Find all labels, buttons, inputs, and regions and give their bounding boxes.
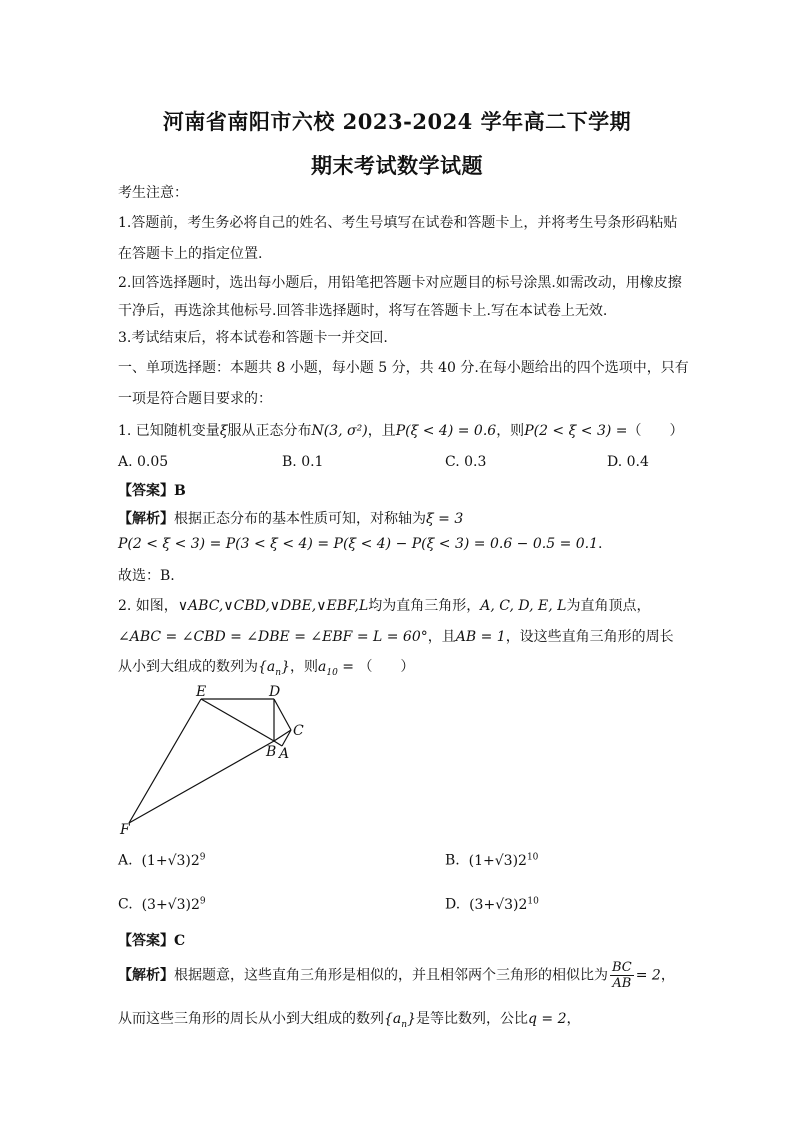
- notice-item-1a: 1.答题前，考生务必将自己的姓名、考生号填写在试卷和答题卡上，并将考生号条形码粘贴: [118, 215, 678, 231]
- q2-option-b: [445, 852, 538, 869]
- q2-stem-f: 从小到大组成的数列为: [118, 659, 258, 675]
- q2-option-b-letter: B.: [445, 852, 460, 869]
- q2-option-b-exp: 10: [526, 852, 539, 862]
- q2-seq-a: {a: [258, 659, 276, 675]
- q2-option-b-expr: [469, 853, 539, 869]
- q2-analysis-line1: [118, 960, 675, 991]
- q2-option-c: [118, 896, 206, 913]
- exam-title-line1: 河南省南阳市六校 2023-2024 学年高二下学期: [162, 109, 632, 134]
- q2-stem-a: 2. 如图，: [118, 598, 178, 614]
- q2-analysis-b: 从而这些三角形的周长从小到大组成的数列: [118, 1011, 384, 1027]
- q1-answer: 【答案】B: [118, 483, 186, 499]
- q2-stem-c: 为直角顶点，: [566, 598, 651, 614]
- label-B: B: [266, 744, 277, 760]
- q2-triangles: ∨ABC,∨CBD,∨DBE,∨EBF,L: [177, 598, 369, 614]
- segment-EF: [129, 699, 201, 823]
- q2-stem-d: ，且: [427, 629, 456, 645]
- q2-a10-a: a: [317, 659, 327, 675]
- q1-option-c: C. 0.3: [445, 454, 487, 470]
- q1-axis: ξ = 3: [426, 511, 464, 527]
- label-D: D: [269, 684, 281, 700]
- q2-paren: （ ）: [358, 659, 415, 675]
- q2-ratio-num: BC: [612, 960, 632, 975]
- q1-stem-c: ，且: [367, 423, 396, 439]
- label-C: C: [293, 723, 304, 739]
- q1-distribution: N(3, σ²): [311, 423, 368, 439]
- q2-stem-e: ，设这些直角三角形的周长: [505, 629, 674, 645]
- q2-analysis-seq: [384, 1011, 416, 1030]
- q2-option-b-base: (1+√3)2: [468, 852, 527, 869]
- q1-analysis-tag: 【解析】: [118, 511, 174, 527]
- notice-item-2b: 干净后，再选涂其他标号.回答非选择题时，将写在答题卡上.写在本试卷上无效.: [118, 303, 608, 319]
- q2-option-a-base: (1+√3)2: [141, 852, 200, 869]
- q1-stem-b: 服从正态分布: [227, 423, 312, 439]
- q1-xi: ξ: [219, 423, 228, 439]
- q2-option-d-letter: D.: [445, 896, 461, 913]
- q2-stem-b: 均为直角三角形，: [368, 598, 481, 614]
- q2-option-a-expr: [141, 853, 205, 869]
- q2-seq-sub: n: [275, 667, 282, 678]
- label-A: A: [279, 746, 290, 762]
- q2-analysis-tag: 【解析】: [118, 967, 174, 984]
- q2-option-d: [445, 896, 539, 913]
- q2-option-c-expr: [142, 897, 206, 913]
- q2-ratio-fraction: [610, 960, 634, 991]
- q2-option-d-exp: 10: [527, 896, 539, 906]
- q2-option-a: [118, 852, 206, 869]
- notice-heading: 考生注意：: [118, 185, 188, 201]
- q2-option-a-exp: 9: [199, 852, 206, 862]
- q1-option-a: A. 0.05: [118, 454, 169, 470]
- notice-item-3: 3.考试结束后，将本试卷和答题卡一并交回.: [118, 330, 388, 346]
- q2-option-d-expr: [469, 897, 539, 913]
- q2-a10-sub: 10: [326, 667, 338, 678]
- q2-analysis-seq-a: {a: [384, 1011, 402, 1027]
- q2-ratio-val: = 2: [635, 967, 661, 984]
- q2-option-c-letter: C.: [118, 896, 133, 913]
- q2-ratio-den: AB: [612, 976, 632, 991]
- q1-paren: （ ）: [627, 423, 684, 439]
- segment-FB: [129, 741, 277, 823]
- q2-seq-end: }: [281, 659, 290, 675]
- q2-analysis-a: 根据题意，这些直角三角形是相似的，并且相邻两个三角形的相似比为: [174, 967, 608, 984]
- section-heading-b: 一项是符合题目要求的：: [118, 391, 272, 407]
- q1-calc-end: .: [598, 536, 603, 552]
- q1-conclusion: 故选：B.: [118, 568, 175, 584]
- q2-stem-g: ，则: [289, 659, 318, 675]
- notice-item-1b: 在答题卡上的指定位置.: [118, 246, 263, 262]
- q2-answer: 【答案】C: [118, 933, 186, 949]
- q1-stem-a: 1. 已知随机变量: [118, 423, 220, 439]
- q2-vertices: A, C, D, E, L: [480, 598, 567, 614]
- notice-item-2a: 2.回答选择题时，选出每小题后，用铅笔把答题卡对应题目的标号涂黑.如需改动，用橡皮擦: [118, 275, 682, 291]
- q1-calc: P(2 < ξ < 3) = P(3 < ξ < 4) = P(ξ < 4) − P(ξ < 3) = 0.6 − 0.5 = 0.1: [118, 536, 599, 552]
- q2-q: q = 2: [527, 1011, 567, 1027]
- q2-analysis-b-end: ，: [566, 1011, 581, 1027]
- q2-analysis-b2: 是等比数列，公比: [415, 1011, 528, 1027]
- exam-title-line2: 期末考试数学试题: [311, 153, 483, 178]
- q1-stem-d: ，则: [496, 423, 525, 439]
- segment-EB: [201, 699, 274, 741]
- q2-eq: =: [337, 659, 359, 675]
- section-heading-a: 一、单项选择题：本题共 8 小题，每小题 5 分，共 40 分.在每小题给出的四个选项中，只有: [118, 360, 689, 376]
- q2-ab: AB = 1: [455, 629, 506, 645]
- q2-option-a-letter: A.: [118, 852, 133, 869]
- q2-option-c-base: (3+√3)2: [141, 896, 200, 913]
- q2-analysis-seq-sub: n: [401, 1019, 408, 1030]
- q2-angles: ∠ABC = ∠CBD = ∠DBE = ∠EBF = L = 60°: [118, 629, 428, 645]
- q1-analysis-text: 根据正态分布的基本性质可知，对称轴为: [174, 511, 426, 527]
- q2-option-c-exp: 9: [199, 896, 206, 906]
- q1-condition: P(ξ < 4) = 0.6: [395, 423, 497, 439]
- q2-option-d-base: (3+√3)2: [469, 896, 528, 913]
- q2-analysis-line2: [118, 1008, 580, 1030]
- label-F: F: [120, 822, 130, 838]
- q2-analysis-a-end: ，: [660, 967, 675, 984]
- q2-analysis-seq-end: }: [407, 1011, 416, 1027]
- q1-option-d: D. 0.4: [607, 454, 649, 470]
- segment-DC: [274, 699, 291, 730]
- q1-ask: P(2 < ξ < 3) =: [524, 423, 628, 439]
- label-E: E: [196, 684, 207, 700]
- q1-option-b: B. 0.1: [282, 454, 324, 470]
